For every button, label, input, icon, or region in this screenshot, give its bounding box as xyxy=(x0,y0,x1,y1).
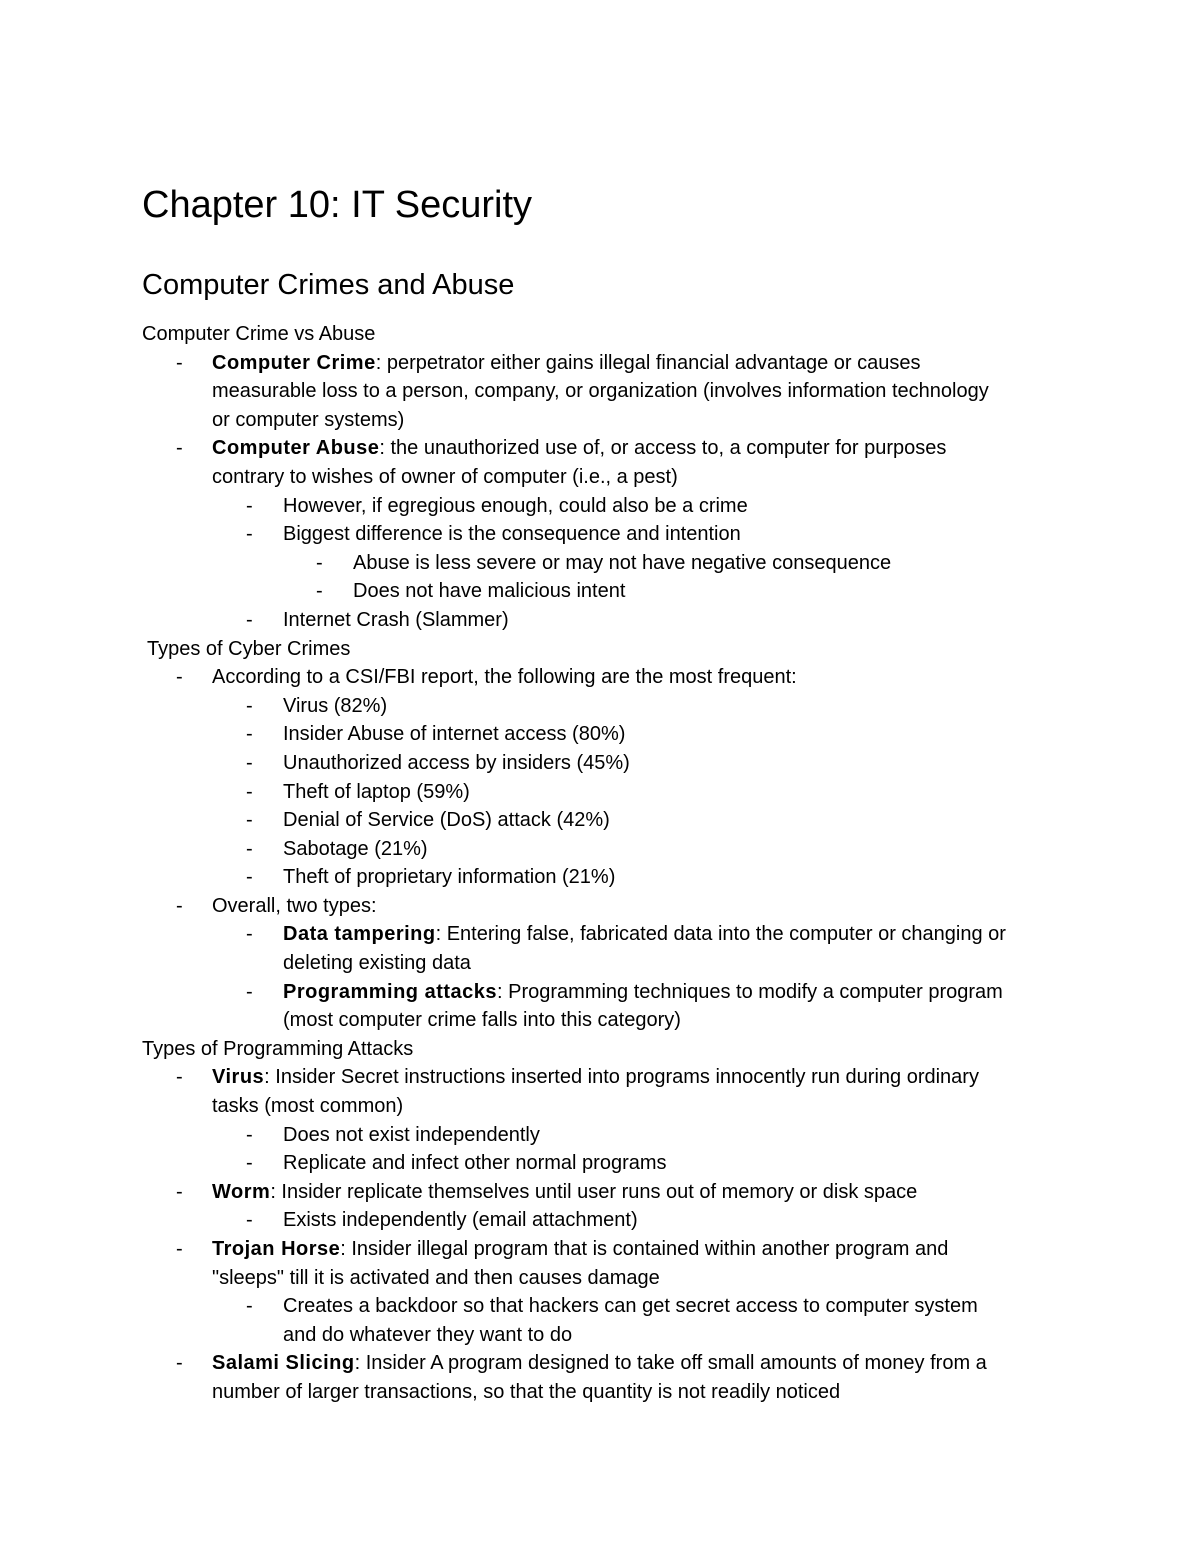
list-item: - Unauthorized access by insiders (45%) xyxy=(142,749,1072,778)
term-data-tampering: Data tampering xyxy=(283,923,436,946)
term-computer-crime: Computer Crime xyxy=(212,351,376,374)
bullet-dash: - xyxy=(246,751,253,774)
list-item-computer-abuse: - Computer Abuse: the unauthorized use of, or access to, a computer for purposes contrary to wishes of owner of computer (i.e., a pest) xyxy=(142,434,1072,491)
bullet-dash: - xyxy=(246,723,253,746)
bullet-dash: - xyxy=(246,1152,253,1175)
bullet-dash: - xyxy=(246,1123,253,1146)
bullet-dash: - xyxy=(176,351,183,374)
bullet-dash: - xyxy=(246,1295,253,1318)
bullet-dash: - xyxy=(176,1238,183,1260)
bullet-dash: - xyxy=(316,551,323,574)
list-item: - Overall, two types: xyxy=(142,892,1072,921)
list-item-worm: - Worm: Insider replicate themselves until user runs out of memory or disk space xyxy=(142,1178,1072,1207)
list-item: - Theft of proprietary information (21%) xyxy=(142,863,1072,892)
term-computer-abuse: Computer Abuse xyxy=(212,437,380,460)
list-item-salami-slicing: - Salami Slicing: Insider A program designed to take off small amounts of money from a number of larger transactions, so that the quantity is not readily noticed xyxy=(142,1349,1072,1406)
bullet-dash: - xyxy=(246,608,253,631)
bullet-dash: - xyxy=(246,1209,253,1232)
bullet-dash: - xyxy=(176,1180,183,1203)
bullet-dash: - xyxy=(246,837,253,860)
bullet-dash: - xyxy=(246,923,253,946)
document-body xyxy=(142,320,1072,1407)
bullet-dash: - xyxy=(246,980,253,1003)
bullet-dash: - xyxy=(246,523,253,546)
list-item-programming-attacks: - Programming attacks: Programming techniques to modify a computer program (most computer crime falls into this category) xyxy=(142,978,1072,1035)
list-item: - Does not have malicious intent xyxy=(142,577,1072,606)
list-item: - Sabotage (21%) xyxy=(142,835,1072,864)
list-item: - According to a CSI/FBI report, the following are the most frequent: xyxy=(142,663,1072,692)
subsection-label-programming-attacks: Types of Programming Attacks xyxy=(142,1037,414,1060)
list-item-computer-crime: - Computer Crime: perpetrator either gains illegal financial advantage or causes measurable loss to a person, company, or organization (involves information technology or computer systems) xyxy=(142,349,1072,435)
bullet-dash: - xyxy=(246,809,253,832)
bullet-dash: - xyxy=(176,666,183,689)
list-item: - Insider Abuse of internet access (80%) xyxy=(142,720,1072,749)
list-item-data-tampering: - Data tampering: Entering false, fabricated data into the computer or changing or deleting existing data xyxy=(142,920,1072,977)
term-virus: Virus xyxy=(212,1066,265,1089)
list-item: - Replicate and infect other normal programs xyxy=(142,1149,1072,1178)
list-item-virus: - Virus: Insider Secret instructions inserted into programs innocently run during ordinary tasks (most common) xyxy=(142,1063,1072,1120)
term-programming-attacks: Programming attacks xyxy=(283,980,498,1003)
term-trojan-horse: Trojan Horse xyxy=(212,1238,341,1260)
document-title: Chapter 10: IT Security xyxy=(142,184,533,226)
list-item: - Internet Crash (Slammer) xyxy=(142,606,1072,635)
list-item: - Biggest difference is the consequence and intention xyxy=(142,520,1072,549)
list-item: - Denial of Service (DoS) attack (42%) xyxy=(142,806,1072,835)
list-item: - Abuse is less severe or may not have negative consequence xyxy=(142,549,1072,578)
list-item: - Theft of laptop (59%) xyxy=(142,778,1072,807)
subsection-label-crime-vs-abuse: Computer Crime vs Abuse xyxy=(142,323,376,345)
bullet-dash: - xyxy=(246,694,253,717)
list-item: - Creates a backdoor so that hackers can get secret access to computer system and do whatever they want to do xyxy=(142,1292,1072,1349)
term-worm: Worm xyxy=(212,1180,271,1203)
list-item: - Exists independently (email attachment) xyxy=(142,1206,1072,1235)
bullet-dash: - xyxy=(246,866,253,889)
bullet-dash: - xyxy=(176,894,183,917)
list-item: - However, if egregious enough, could also be a crime xyxy=(142,492,1072,521)
term-salami-slicing: Salami Slicing xyxy=(212,1352,355,1375)
bullet-dash: - xyxy=(246,494,253,517)
bullet-dash: - xyxy=(176,1352,183,1375)
subsection-label-cyber-crimes: Types of Cyber Crimes xyxy=(147,637,351,660)
section-heading: Computer Crimes and Abuse xyxy=(142,269,515,301)
list-item-trojan-horse: - Trojan Horse: Insider illegal program that is contained within another program and "sleeps" till it is activated and then causes damage xyxy=(142,1235,1072,1292)
list-item: - Does not exist independently xyxy=(142,1121,1072,1150)
bullet-dash: - xyxy=(176,437,183,460)
bullet-dash: - xyxy=(316,580,323,603)
bullet-dash: - xyxy=(246,780,253,803)
bullet-dash: - xyxy=(176,1066,183,1089)
list-item: - Virus (82%) xyxy=(142,692,1072,721)
